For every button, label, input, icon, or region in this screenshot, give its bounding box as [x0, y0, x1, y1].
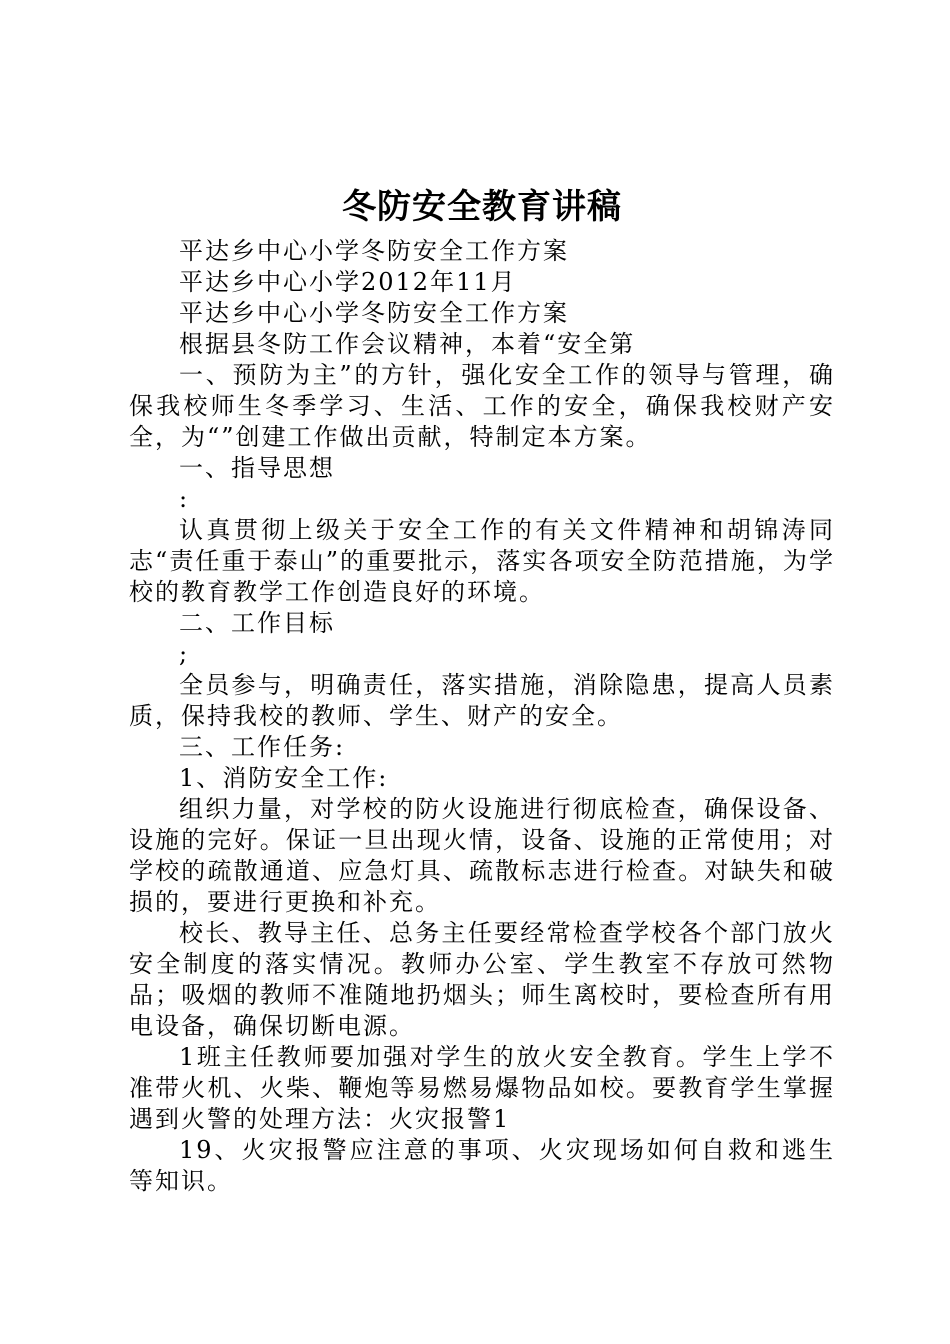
- subsection-heading: 1、消防安全工作:: [179, 764, 389, 792]
- paragraph: 认真贯彻上级关于安全工作的有关文件精神和胡锦涛同志“责任重于泰山”的重要批示，落实各项安全防范措施，为学校的教育教学工作创造良好的环境。: [129, 516, 835, 606]
- paragraph: 校长、教导主任、总务主任要经常检查学校各个部门放火安全制度的落实情况。教师办公室、学生教室不存放可然物品；吸烟的教师不准随地扔烟头；师生离校时，要检查所有用电设备，确保切断电源。: [129, 919, 835, 1040]
- paragraph: 平达乡中心小学冬防安全工作方案: [179, 237, 569, 265]
- paragraph: ;: [179, 640, 190, 668]
- paragraph: 一、预防为主”的方针，强化安全工作的领导与管理，确保我校师生冬季学习、生活、工作的安全，确保我校财产安全，为“”创建工作做出贡献，特制定本方案。: [129, 361, 835, 451]
- paragraph: 1班主任教师要加强对学生的放火安全教育。学生上学不准带火机、火柴、鞭炮等易燃易爆物品如校。要教育学生掌握遇到火警的处理方法：火灾报警1: [129, 1043, 835, 1133]
- paragraph: 组织力量，对学校的防火设施进行彻底检查，确保设备、设施的完好。保证一旦出现火情，设备、设施的正常使用；对学校的疏散通道、应急灯具、疏散标志进行检查。对缺失和破损的，要进行更换和补充。: [129, 795, 835, 916]
- paragraph: 平达乡中心小学2012年11月: [179, 268, 517, 296]
- section-heading: 二、工作目标: [179, 609, 335, 637]
- paragraph: 全员参与，明确责任，落实措施，消除隐患，提高人员素质，保持我校的教师、学生、财产的安全。: [129, 671, 835, 730]
- section-heading: 三、工作任务:: [179, 733, 346, 761]
- section-heading: 一、指导思想: [179, 454, 335, 482]
- document-page: [129, 180, 835, 1197]
- paragraph: 根据县冬防工作会议精神，本着“安全第: [179, 330, 636, 358]
- document-title: 冬防安全教育讲稿: [342, 187, 622, 227]
- paragraph: 19、火灾报警应注意的事项、火灾现场如何自救和逃生等知识。: [129, 1136, 835, 1195]
- paragraph: 平达乡中心小学冬防安全工作方案: [179, 299, 569, 327]
- paragraph: :: [179, 485, 190, 513]
